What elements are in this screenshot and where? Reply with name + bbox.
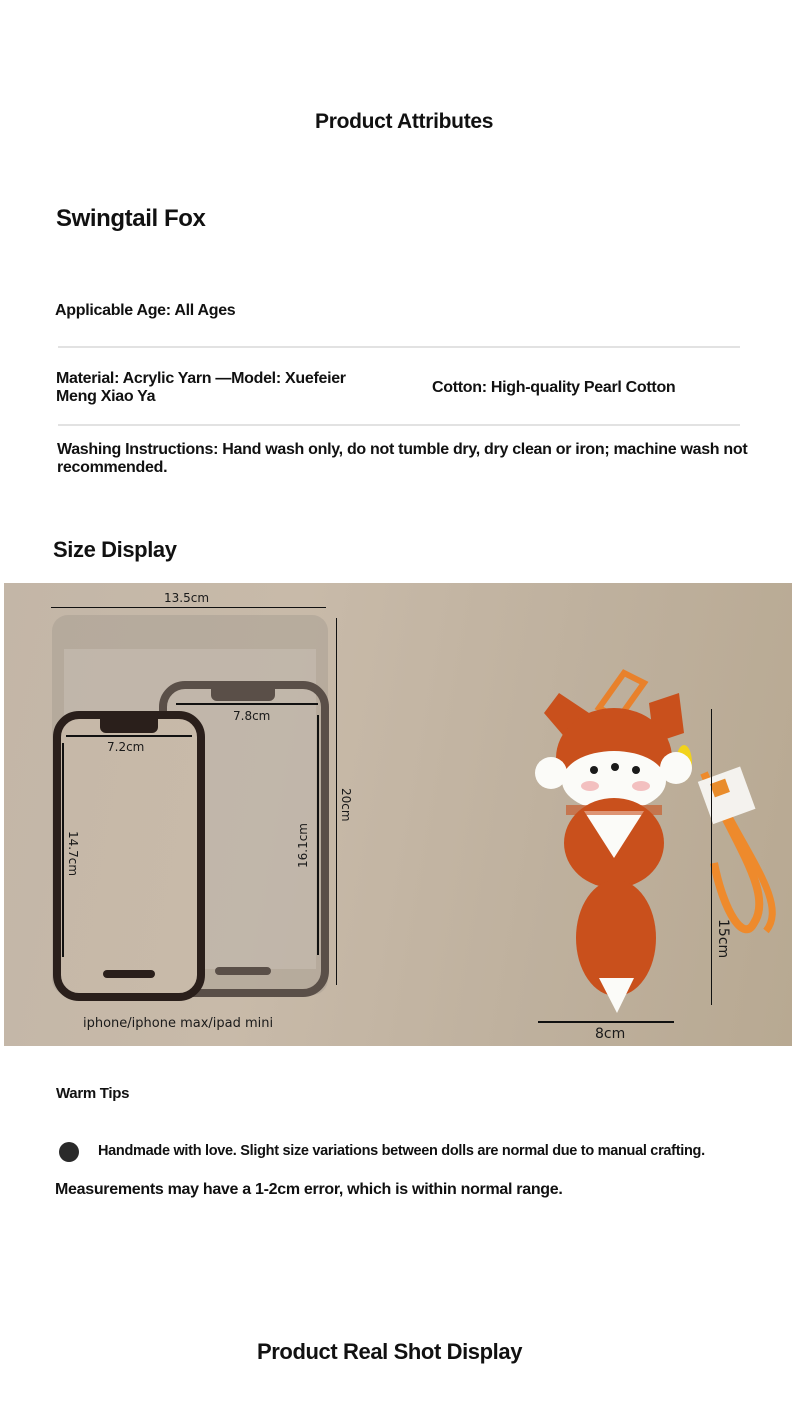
fox-width-label: 8cm [595,1026,626,1042]
iphone-max-width-label: 7.8cm [233,709,271,723]
iphone-max-notch [211,687,275,701]
iphone-notch [100,717,158,733]
warm-tips-heading: Warm Tips [56,1085,130,1102]
real-shot-heading: Product Real Shot Display [257,1339,523,1364]
iphone-home-bar [103,970,155,978]
bullet-icon [59,1142,79,1162]
size-display-heading: Size Display [53,537,177,562]
measurement-note: Measurements may have a 1-2cm error, which is within normal range. [55,1181,563,1198]
iphone-max-width-line [176,703,318,705]
ipad-width-line [51,607,326,608]
iphone-height-label: 14.7cm [66,831,80,877]
applicable-age: Applicable Age: All Ages [55,302,236,319]
iphone-height-line [62,743,64,957]
iphone-width-line [66,735,192,737]
fox-height-label: 15cm [715,919,731,959]
material-model: Material: Acrylic Yarn —Model: Xuefeier Meng Xiao Ya [56,370,346,405]
page-title: Product Attributes [315,110,494,133]
ipad-width-label: 13.5cm [164,591,210,605]
ipad-height-label: 20cm [339,788,353,822]
iphone-max-height-line [317,715,319,955]
divider [58,424,740,426]
fox-keychain-image [504,663,784,1023]
product-name: Swingtail Fox [56,205,206,232]
iphone-max-height-label: 16.1cm [296,823,310,869]
iphone-width-label: 7.2cm [107,740,145,754]
washing-instructions: Washing Instructions: Hand wash only, do not tumble dry, dry clean or iron; machine wash not recommended. [57,441,748,476]
device-caption: iphone/iphone max/ipad mini [83,1016,274,1031]
fox-height-line [711,709,712,1005]
size-comparison-photo [4,583,792,1046]
fox-width-line [538,1021,674,1023]
ipad-height-line [336,618,337,985]
warm-tip-item: Handmade with love. Slight size variations between dolls are normal due to manual crafting. [98,1143,705,1159]
iphone-max-home-bar [215,967,271,975]
divider [58,346,740,348]
cotton-type: Cotton: High-quality Pearl Cotton [432,379,676,396]
